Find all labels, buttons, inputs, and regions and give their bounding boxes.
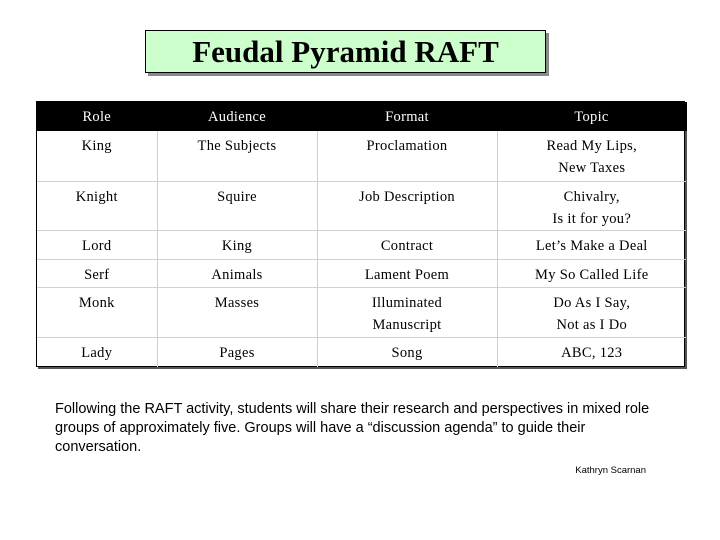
author-credit: Kathryn Scarnan bbox=[575, 465, 646, 476]
cell-line: New Taxes bbox=[558, 160, 626, 176]
cell-audience bbox=[157, 287, 317, 337]
table-row bbox=[37, 259, 686, 287]
cell-topic bbox=[497, 131, 686, 181]
table-header-row bbox=[37, 102, 686, 131]
header-audience: Audience bbox=[157, 102, 317, 131]
cell-topic bbox=[497, 287, 686, 337]
cell-format bbox=[317, 259, 497, 287]
table-row bbox=[37, 337, 686, 367]
cell-line: Lament Poem bbox=[364, 266, 450, 283]
cell-line: ABC, 123 bbox=[561, 344, 623, 361]
cell-role bbox=[37, 230, 157, 259]
cell-role bbox=[37, 337, 157, 367]
cell-line: King bbox=[81, 138, 112, 154]
cell-line: Lord bbox=[82, 237, 112, 254]
cell-line: Illuminated bbox=[371, 294, 443, 311]
cell-line: King bbox=[221, 237, 253, 254]
cell-topic bbox=[497, 230, 686, 259]
header-topic: Topic bbox=[497, 102, 686, 131]
cell-line: Not as I Do bbox=[556, 316, 628, 333]
cell-line: Serf bbox=[84, 266, 110, 283]
cell-line: The Subjects bbox=[197, 138, 277, 154]
cell-line: Is it for you? bbox=[552, 210, 632, 227]
table-row bbox=[37, 131, 686, 181]
cell-line: Song bbox=[391, 344, 423, 361]
cell-role bbox=[37, 131, 157, 181]
cell-topic bbox=[497, 259, 686, 287]
activity-note: Following the RAFT activity, students will share their research and perspectives in mixed role groups of approximately five. Groups will have a “discussion agenda” to guide their conversation. bbox=[55, 401, 650, 455]
cell-format bbox=[317, 337, 497, 367]
header-role: Role bbox=[37, 102, 157, 131]
cell-line: Monk bbox=[78, 294, 115, 311]
cell-format bbox=[317, 230, 497, 259]
cell-audience bbox=[157, 181, 317, 230]
cell-topic bbox=[497, 337, 686, 367]
cell-line: Pages bbox=[219, 344, 255, 361]
page-title: Feudal Pyramid RAFT bbox=[145, 30, 546, 73]
cell-audience bbox=[157, 337, 317, 367]
cell-line: Let’s Make a Deal bbox=[535, 237, 648, 254]
table-row bbox=[37, 287, 686, 337]
table-row bbox=[37, 181, 686, 230]
cell-topic bbox=[497, 181, 686, 230]
raft-table-body bbox=[37, 102, 686, 367]
cell-line: Manuscript bbox=[372, 316, 442, 333]
cell-format bbox=[317, 181, 497, 230]
cell-line: Masses bbox=[214, 294, 260, 311]
cell-audience bbox=[157, 131, 317, 181]
cell-line: Proclamation bbox=[366, 138, 448, 154]
cell-format bbox=[317, 287, 497, 337]
cell-format bbox=[317, 131, 497, 181]
cell-line: Chivalry, bbox=[563, 188, 620, 205]
cell-line: Animals bbox=[211, 266, 263, 283]
cell-role bbox=[37, 259, 157, 287]
cell-role bbox=[37, 181, 157, 230]
cell-role bbox=[37, 287, 157, 337]
cell-audience bbox=[157, 230, 317, 259]
cell-line: Job Description bbox=[359, 188, 455, 205]
raft-table bbox=[36, 101, 685, 367]
cell-line: My So Called Life bbox=[535, 266, 649, 283]
cell-line: Knight bbox=[75, 188, 118, 205]
cell-line: Lady bbox=[81, 344, 113, 361]
table-row bbox=[37, 230, 686, 259]
cell-audience bbox=[157, 259, 317, 287]
cell-line: Contract bbox=[380, 237, 434, 254]
cell-line: Do As I Say, bbox=[553, 294, 631, 311]
cell-line: Squire bbox=[217, 188, 257, 205]
cell-line: Read My Lips, bbox=[546, 138, 637, 154]
header-format: Format bbox=[317, 102, 497, 131]
